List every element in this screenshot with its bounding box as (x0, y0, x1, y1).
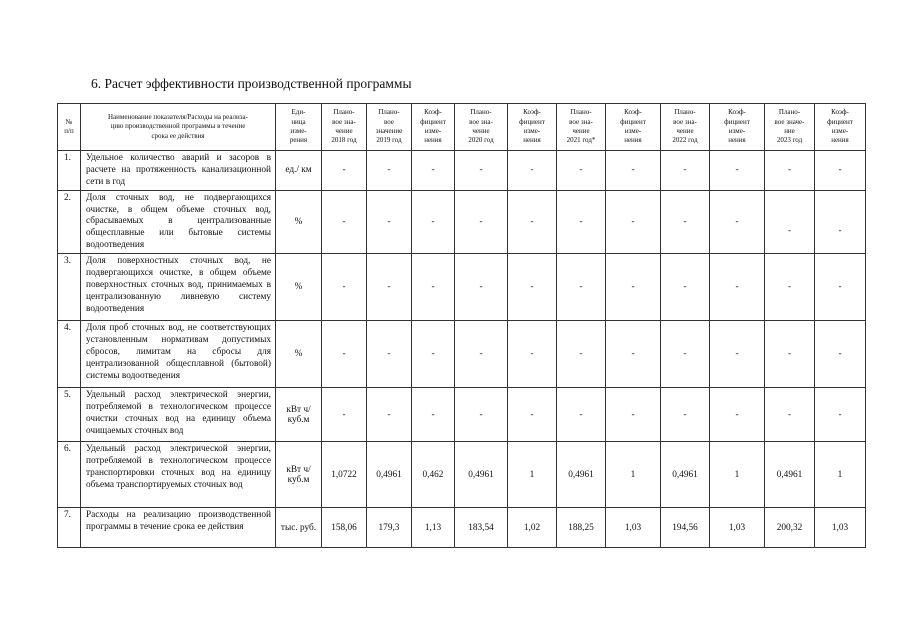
value-cell (710, 388, 765, 442)
value-text: - (431, 282, 435, 293)
value-text: - (838, 165, 842, 176)
value-text: - (579, 409, 583, 420)
value-text: - (530, 409, 534, 420)
table-row (58, 508, 866, 548)
value-text: 0,4961 (776, 469, 803, 480)
value-cell (606, 388, 661, 442)
value-cell (367, 151, 412, 191)
value-text: - (530, 216, 534, 227)
column-header: Коэф- фициент изме- нения (606, 104, 661, 151)
value-cell (815, 254, 866, 321)
column-header: Коэф- фициент изме- нения (508, 104, 557, 151)
column-header: Плано- вое значе- ние 2023 год (765, 104, 815, 151)
value-cell (557, 190, 606, 253)
value-cell (606, 508, 661, 548)
indicator-name: Удельный расход электрической энергии, потребляемой в технологическом процессе транспортировки сточных вод на единицу объема транспортируемых сточных вод (81, 442, 276, 508)
value-text: - (631, 282, 635, 293)
value-text: - (342, 282, 346, 293)
value-cell (322, 442, 367, 508)
value-text: - (387, 165, 391, 176)
value-cell (815, 321, 866, 388)
indicator-name: Удельное количество аварий и засоров в расчете на протяженность канализационной сети в год (81, 151, 276, 191)
value-cell (557, 508, 606, 548)
value-text: 0,4961 (468, 469, 494, 480)
value-cell (412, 151, 455, 191)
value-text: - (530, 349, 534, 360)
unit-cell: % (276, 254, 322, 321)
value-cell (455, 151, 508, 191)
column-header: Плано- вое зна- чение 2021 год* (557, 104, 606, 151)
value-cell (710, 151, 765, 191)
value-cell (367, 508, 412, 548)
value-cell (815, 190, 866, 253)
value-cell (322, 190, 367, 253)
value-cell (508, 190, 557, 253)
value-text: - (479, 165, 483, 176)
value-cell (557, 442, 606, 508)
value-text: - (479, 282, 483, 293)
row-number: 7. (58, 508, 81, 548)
column-header: Коэф- фициент изме- нения (710, 104, 765, 151)
value-cell (661, 442, 710, 508)
value-cell (815, 388, 866, 442)
unit-cell: кВт ч/куб.м (276, 388, 322, 442)
column-header: Коэф- фициент изме- нения (815, 104, 866, 151)
value-text: - (342, 216, 346, 227)
value-cell (661, 508, 710, 548)
value-text: - (683, 349, 687, 360)
value-text: - (431, 409, 435, 420)
value-cell (455, 508, 508, 548)
value-text: - (479, 216, 483, 227)
value-cell (557, 254, 606, 321)
value-text: 1 (630, 469, 636, 480)
value-text: - (579, 282, 583, 293)
value-text: 1 (529, 469, 535, 480)
value-text: - (479, 349, 483, 360)
value-text: - (683, 409, 687, 420)
value-cell (557, 151, 606, 191)
value-text: - (735, 165, 739, 176)
value-cell (710, 442, 765, 508)
value-cell (815, 508, 866, 548)
row-number: 4. (58, 321, 81, 388)
value-cell (661, 254, 710, 321)
table-row (58, 442, 866, 508)
value-cell (557, 388, 606, 442)
value-cell (765, 151, 815, 191)
value-cell (606, 190, 661, 253)
row-number: 5. (58, 388, 81, 442)
column-header: Коэф- фициент изме- нения (412, 104, 455, 151)
value-text: 179,3 (378, 522, 400, 533)
table-row (58, 321, 866, 388)
value-text: - (631, 409, 635, 420)
value-cell (765, 254, 815, 321)
value-cell (661, 190, 710, 253)
value-cell (508, 151, 557, 191)
value-cell (710, 321, 765, 388)
value-cell (322, 388, 367, 442)
value-text: - (342, 349, 346, 360)
value-text: 0,462 (422, 469, 444, 480)
value-text: - (387, 409, 391, 420)
value-text: - (579, 216, 583, 227)
value-cell (455, 321, 508, 388)
value-cell (606, 151, 661, 191)
value-text: 200,32 (776, 522, 803, 533)
value-cell (765, 190, 815, 253)
row-number: 3. (58, 254, 81, 321)
value-text: - (838, 409, 842, 420)
value-cell (367, 321, 412, 388)
value-text: 0,4961 (376, 469, 402, 480)
value-text: - (579, 165, 583, 176)
value-cell (606, 321, 661, 388)
value-cell (508, 321, 557, 388)
value-text: 0,4961 (568, 469, 594, 480)
value-text: - (631, 165, 635, 176)
value-cell (367, 388, 412, 442)
value-text: - (431, 216, 435, 227)
value-cell (412, 442, 455, 508)
value-text: - (387, 349, 391, 360)
value-text: 1 (837, 469, 843, 480)
value-text: 158,06 (331, 522, 357, 533)
value-text: - (735, 409, 739, 420)
value-cell (508, 508, 557, 548)
value-cell (765, 442, 815, 508)
value-text: - (735, 216, 739, 227)
value-text: - (787, 165, 792, 176)
row-number: 6. (58, 442, 81, 508)
value-text: 1,02 (523, 522, 541, 533)
value-text: 188,25 (568, 522, 594, 533)
value-cell (412, 190, 455, 253)
value-text: - (838, 282, 842, 293)
value-text: 194,56 (672, 522, 698, 533)
value-cell (367, 442, 412, 508)
value-cell (765, 388, 815, 442)
value-cell (765, 508, 815, 548)
indicator-name: Доля сточных вод, не подвергающихся очистке, в общем объеме сточных вод, сбрасываемых в централизованные общесплавные или бытовые системы водоотведения (81, 190, 276, 253)
value-cell (508, 254, 557, 321)
value-cell (412, 254, 455, 321)
column-header: Плано- вое зна- чение 2020 год (455, 104, 508, 151)
value-text: - (787, 409, 792, 420)
value-cell (508, 388, 557, 442)
column-header: Плано- вое значение 2019 год (367, 104, 412, 151)
value-text: - (431, 165, 435, 176)
value-cell (455, 190, 508, 253)
unit-cell: % (276, 190, 322, 253)
row-number: 1. (58, 151, 81, 191)
value-text: - (530, 165, 534, 176)
value-cell (815, 151, 866, 191)
indicator-name: Доля проб сточных вод, не соответствующих установленным нормативам допустимых сбросов, лимитам на сбросы для централизованной общесплавной (бытовой) системы водоотведения (81, 321, 276, 388)
value-text: - (631, 349, 635, 360)
value-cell (322, 321, 367, 388)
column-header: Еди- ница изме- рения (276, 104, 322, 151)
value-cell (367, 190, 412, 253)
table-row (58, 151, 866, 191)
value-text: - (431, 349, 435, 360)
value-cell (606, 442, 661, 508)
value-cell (412, 321, 455, 388)
value-text: - (838, 349, 842, 360)
column-header: Плано- вое зна- чение 2018 год (322, 104, 367, 151)
value-text: - (683, 165, 687, 176)
row-number: 2. (58, 190, 81, 253)
value-text: 1,03 (728, 522, 746, 533)
value-cell (455, 388, 508, 442)
value-text: - (530, 282, 534, 293)
value-cell (710, 254, 765, 321)
unit-cell: % (276, 321, 322, 388)
value-cell (661, 151, 710, 191)
value-text: - (735, 282, 739, 293)
value-text: - (631, 216, 635, 227)
value-text: - (479, 409, 483, 420)
value-text: - (838, 225, 842, 236)
column-header: Плано- вое зна- чение 2022 год (661, 104, 710, 151)
value-text: 1 (734, 469, 740, 480)
value-cell (710, 190, 765, 253)
value-text: - (787, 282, 792, 293)
header-row (58, 104, 866, 151)
value-text: 0,4961 (672, 469, 698, 480)
value-text: - (342, 165, 346, 176)
column-header: № п/п (58, 104, 81, 151)
column-header: Наименование показателя/Расходы на реализа- цию производственной программы в течение срока ее действия (81, 104, 276, 151)
value-cell (322, 254, 367, 321)
value-text: - (683, 216, 687, 227)
value-text: - (387, 282, 391, 293)
value-text: - (683, 282, 687, 293)
efficiency-table (57, 103, 866, 548)
page-title: 6. Расчет эффективности производственной программы (91, 76, 412, 91)
value-cell (765, 321, 815, 388)
value-text: - (735, 349, 739, 360)
value-cell (455, 254, 508, 321)
value-text: 1,0722 (331, 469, 357, 480)
table-row (58, 190, 866, 253)
value-text: - (342, 409, 346, 420)
value-cell (322, 508, 367, 548)
indicator-name: Удельный расход электрической энергии, потребляемой в технологическом процессе очистки сточных вод на единицу объема очищаемых сточных вод (81, 388, 276, 442)
table-row (58, 254, 866, 321)
unit-cell: кВт ч/куб.м (276, 442, 322, 508)
value-cell (412, 508, 455, 548)
value-cell (455, 442, 508, 508)
indicator-name: Расходы на реализацию производственной программы в течение срока ее действия (81, 508, 276, 548)
value-text: 1,03 (831, 522, 849, 533)
value-cell (508, 442, 557, 508)
value-cell (557, 321, 606, 388)
value-text: - (787, 225, 792, 236)
value-cell (661, 388, 710, 442)
value-cell (815, 442, 866, 508)
value-cell (322, 151, 367, 191)
value-text: - (787, 349, 792, 360)
value-cell (606, 254, 661, 321)
value-cell (367, 254, 412, 321)
value-cell (412, 388, 455, 442)
unit-cell: тыс. руб. (276, 508, 322, 548)
unit-cell: ед./ км (276, 151, 322, 191)
value-text: - (387, 216, 391, 227)
value-text: 1,03 (624, 522, 642, 533)
indicator-name: Доля поверхностных сточных вод, не подвергающихся очистке, в общем объеме поверхностных сточных вод, принимаемых в централизованную ливневую систему водоотведения (81, 254, 276, 321)
value-text: 183,54 (468, 522, 494, 533)
table-row (58, 388, 866, 442)
value-cell (661, 321, 710, 388)
value-text: - (579, 349, 583, 360)
value-cell (710, 508, 765, 548)
value-text: 1,13 (424, 522, 442, 533)
